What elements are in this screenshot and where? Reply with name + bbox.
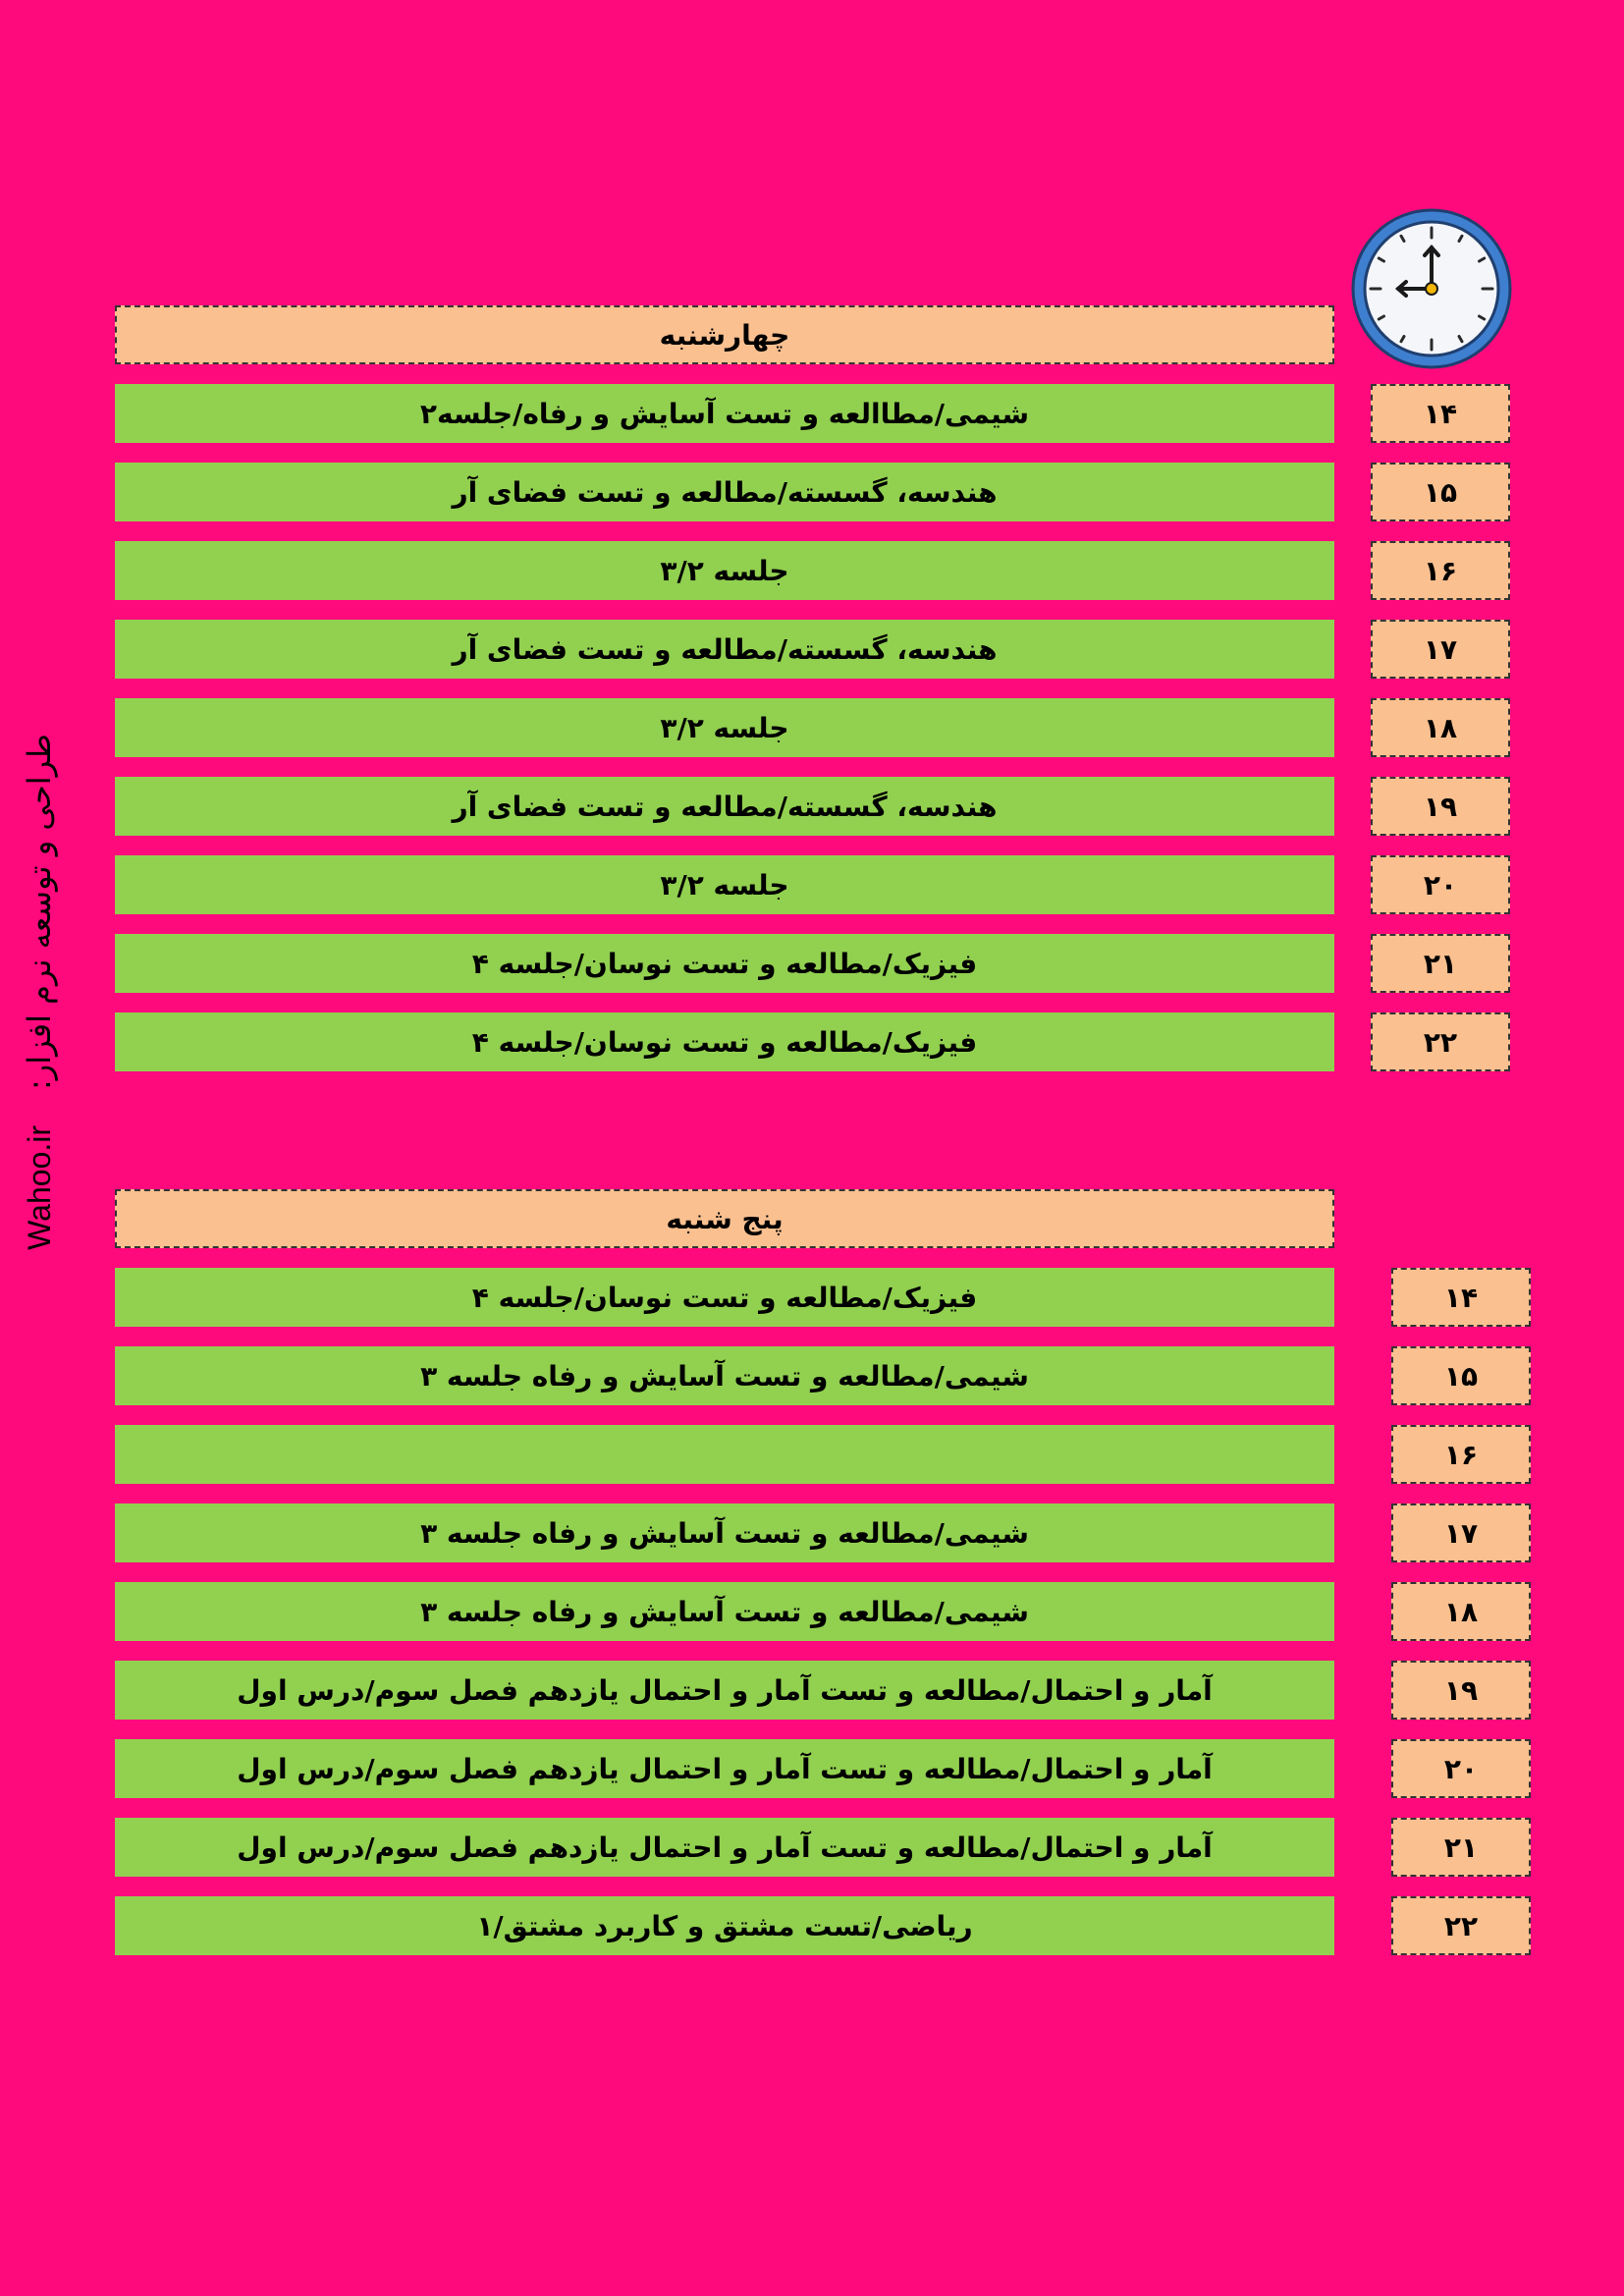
hour-cell: ۱۷	[1371, 620, 1510, 679]
hour-cell: ۱۶	[1391, 1425, 1531, 1484]
hour-cell: ۱۴	[1371, 384, 1510, 443]
task-row: هندسه، گسسته/مطالعه و تست فضای آر	[115, 777, 1334, 836]
hour-cell: ۱۶	[1371, 541, 1510, 600]
task-row: شیمی/مطاالعه و تست آسایش و رفاه/جلسه۲	[115, 384, 1334, 443]
task-row: آمار و احتمال/مطالعه و تست آمار و احتمال یازدهم فصل سوم/درس اول	[115, 1739, 1334, 1798]
task-row: شیمی/مطالعه و تست آسایش و رفاه جلسه ۳	[115, 1582, 1334, 1641]
task-row: فیزیک/مطالعه و تست نوسان/جلسه ۴	[115, 934, 1334, 993]
task-row: شیمی/مطالعه و تست آسایش و رفاه جلسه ۳	[115, 1503, 1334, 1562]
hour-cell: ۱۵	[1391, 1346, 1531, 1405]
credit-text: طراحی و توسعه نرم افزار:	[21, 734, 58, 1090]
task-row	[115, 1425, 1334, 1484]
hour-cell: ۲۰	[1371, 855, 1510, 914]
hour-cell: ۱۷	[1391, 1503, 1531, 1562]
task-row: آمار و احتمال/مطالعه و تست آمار و احتمال یازدهم فصل سوم/درس اول	[115, 1661, 1334, 1720]
hour-cell: ۱۸	[1371, 698, 1510, 757]
hour-cell: ۱۹	[1391, 1661, 1531, 1720]
hour-cell: ۱۹	[1371, 777, 1510, 836]
task-row: فیزیک/مطالعه و تست نوسان/جلسه ۴	[115, 1268, 1334, 1327]
task-row: جلسه ۳/۲	[115, 855, 1334, 914]
task-row: ریاضی/تست مشتق و کاربرد مشتق/۱	[115, 1896, 1334, 1955]
day-header-thursday: پنج شنبه	[115, 1189, 1334, 1248]
task-row: جلسه ۳/۲	[115, 698, 1334, 757]
hour-cell: ۱۵	[1371, 463, 1510, 521]
task-row: هندسه، گسسته/مطالعه و تست فضای آر	[115, 620, 1334, 679]
task-row: آمار و احتمال/مطالعه و تست آمار و احتمال یازدهم فصل سوم/درس اول	[115, 1818, 1334, 1877]
clock-icon	[1351, 208, 1512, 369]
hour-cell: ۲۱	[1371, 934, 1510, 993]
credit-site: Wahoo.ir	[21, 1124, 57, 1250]
hour-cell: ۲۲	[1391, 1896, 1531, 1955]
designer-credit	[21, 734, 58, 1250]
hour-cell: ۲۲	[1371, 1012, 1510, 1071]
hour-cell: ۲۰	[1391, 1739, 1531, 1798]
hour-cell: ۱۸	[1391, 1582, 1531, 1641]
task-row: هندسه، گسسته/مطالعه و تست فضای آر	[115, 463, 1334, 521]
hour-cell: ۱۴	[1391, 1268, 1531, 1327]
day-header-wednesday: چهارشنبه	[115, 305, 1334, 364]
task-row: فیزیک/مطالعه و تست نوسان/جلسه ۴	[115, 1012, 1334, 1071]
task-row: جلسه ۳/۲	[115, 541, 1334, 600]
hour-cell: ۲۱	[1391, 1818, 1531, 1877]
task-row: شیمی/مطالعه و تست آسایش و رفاه جلسه ۳	[115, 1346, 1334, 1405]
